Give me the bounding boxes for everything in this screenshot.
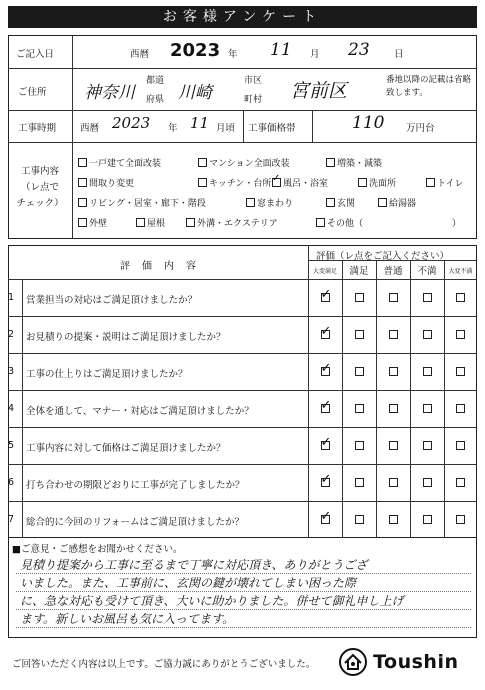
work-option-label: ） bbox=[452, 219, 462, 229]
entry-date-day: 23 bbox=[348, 40, 370, 60]
survey-title: お客様アンケート bbox=[8, 6, 477, 28]
work-option-checkbox[interactable] bbox=[272, 178, 281, 187]
construction-era: 西暦 bbox=[80, 123, 100, 134]
question-text: 全体を通して、マナー・対応はご満足頂けましたか？ bbox=[26, 406, 254, 417]
rating-checkbox[interactable] bbox=[321, 441, 330, 450]
comment-line: に、急な対応も受けて頂き、大いに助かりました。併せて御礼申し上げ bbox=[20, 594, 404, 608]
work-option-checkbox[interactable] bbox=[358, 178, 367, 187]
question-number: 4 bbox=[8, 403, 15, 414]
work-option bbox=[272, 176, 328, 189]
address-prefecture: 神奈川 bbox=[84, 83, 135, 103]
rating-checkbox[interactable] bbox=[321, 330, 330, 339]
work-option bbox=[198, 156, 290, 169]
address-city: 川崎 bbox=[178, 83, 212, 103]
work-option-label: トイレ bbox=[437, 179, 464, 189]
company-name: Toushin bbox=[373, 651, 459, 673]
entry-date-year: 2023 bbox=[170, 40, 221, 61]
work-option-label: 風呂・浴室 bbox=[283, 179, 329, 189]
work-content-label bbox=[14, 164, 66, 212]
work-option bbox=[78, 196, 206, 209]
rating-checkbox[interactable] bbox=[389, 404, 398, 413]
construction-month: 11 bbox=[190, 114, 210, 132]
work-option bbox=[358, 176, 396, 189]
work-option bbox=[452, 216, 461, 229]
rating-scale-label: 大変満足 bbox=[312, 268, 337, 275]
work-content-label-2: （レ点で bbox=[20, 182, 59, 193]
rating-checkbox[interactable] bbox=[423, 293, 432, 302]
city-unit-top: 市区 bbox=[244, 76, 263, 86]
work-option-checkbox[interactable] bbox=[78, 158, 87, 167]
work-option-checkbox[interactable] bbox=[78, 198, 87, 207]
work-option-checkbox[interactable] bbox=[246, 198, 255, 207]
work-option bbox=[78, 176, 134, 189]
question-number: 7 bbox=[8, 514, 15, 525]
rating-checkbox[interactable] bbox=[321, 293, 330, 302]
work-option-checkbox[interactable] bbox=[198, 158, 207, 167]
work-option bbox=[326, 196, 355, 209]
question-number: 1 bbox=[8, 292, 15, 303]
work-option-label: 洗面所 bbox=[369, 179, 397, 189]
rating-checkbox[interactable] bbox=[423, 515, 432, 524]
construction-period-label: 工事時期 bbox=[18, 123, 57, 134]
company-logo bbox=[338, 647, 459, 677]
rating-checkbox[interactable] bbox=[456, 367, 465, 376]
work-option-checkbox[interactable] bbox=[136, 218, 145, 227]
comment-line: いました。また、工事前に、玄関の鍵が壊れてしまい困った際 bbox=[20, 576, 357, 590]
work-option-checkbox[interactable] bbox=[378, 198, 387, 207]
work-option bbox=[316, 216, 363, 229]
footer-text: ご回答いただく内容は以上です。ご協力誠にありがとうございました。 bbox=[12, 659, 316, 670]
question-text: 総合的に今回のリフォームはご満足頂けましたか？ bbox=[26, 517, 245, 528]
question-text: 営業担当の対応はご満足頂けましたか？ bbox=[26, 295, 198, 306]
rating-checkbox[interactable] bbox=[456, 478, 465, 487]
evaluation-table bbox=[8, 245, 477, 538]
address-note: 番地以降の記載は省略致します。 bbox=[386, 75, 472, 98]
question-number: 5 bbox=[8, 440, 15, 451]
work-option bbox=[326, 156, 382, 169]
work-option bbox=[78, 156, 161, 169]
rating-checkbox[interactable] bbox=[423, 478, 432, 487]
work-content-label-3: チェック） bbox=[16, 198, 64, 209]
rating-checkbox[interactable] bbox=[355, 330, 364, 339]
rating-checkbox[interactable] bbox=[389, 330, 398, 339]
work-option bbox=[198, 176, 271, 189]
work-option-label: キッチン・台所 bbox=[209, 179, 272, 189]
construction-year: 2023 bbox=[112, 114, 151, 132]
rating-checkbox[interactable] bbox=[423, 404, 432, 413]
question-number: 6 bbox=[8, 477, 15, 488]
rating-heading: 評価（レ点をご記入ください） bbox=[316, 251, 450, 262]
work-option bbox=[246, 196, 293, 209]
rating-scale-label: 大変不満 bbox=[448, 268, 473, 275]
price-range-label: 工事価格帯 bbox=[248, 123, 296, 134]
comments-heading: ■ご意見・ご感想をお聞かせください。 bbox=[12, 544, 183, 555]
work-option bbox=[78, 216, 107, 229]
work-option-checkbox[interactable] bbox=[326, 198, 335, 207]
rating-checkbox[interactable] bbox=[423, 330, 432, 339]
work-option-checkbox[interactable] bbox=[78, 178, 87, 187]
work-option-checkbox[interactable] bbox=[78, 218, 87, 227]
rating-checkbox[interactable] bbox=[456, 293, 465, 302]
comment-line: ます。新しいお風呂も気に入ってます。 bbox=[20, 612, 235, 626]
rating-checkbox[interactable] bbox=[456, 441, 465, 450]
work-option-label: その他（ bbox=[327, 219, 364, 229]
entry-date-month-unit: 月 bbox=[310, 49, 320, 60]
work-option bbox=[136, 216, 165, 229]
work-option bbox=[378, 196, 416, 209]
work-option-checkbox[interactable] bbox=[186, 218, 195, 227]
pref-unit-top: 都道 bbox=[146, 76, 165, 86]
rating-checkbox[interactable] bbox=[456, 404, 465, 413]
rating-checkbox[interactable] bbox=[355, 515, 364, 524]
work-option-label: 増築・減築 bbox=[337, 159, 383, 169]
work-option-label: 窓まわり bbox=[257, 199, 294, 209]
price-range-unit: 万円台 bbox=[406, 123, 435, 134]
city-unit-bottom: 町村 bbox=[244, 95, 263, 105]
work-option bbox=[426, 176, 464, 189]
question-text: お見積りの提案・説明はご満足頂けましたか？ bbox=[26, 332, 226, 343]
rating-checkbox[interactable] bbox=[389, 367, 398, 376]
entry-date-month: 11 bbox=[270, 40, 292, 60]
work-option-label: 屋根 bbox=[147, 219, 166, 229]
question-text: 打ち合わせの期限どおりに工事が完了しましたか？ bbox=[26, 480, 245, 491]
work-option bbox=[186, 216, 278, 229]
work-option-label: 給湯器 bbox=[389, 199, 417, 209]
rating-checkbox[interactable] bbox=[355, 367, 364, 376]
question-text: 工事の仕上りはご満足頂けましたか？ bbox=[26, 369, 188, 380]
work-option-label: 間取り変更 bbox=[89, 179, 135, 189]
entry-date-day-unit: 日 bbox=[394, 49, 404, 60]
work-option-checkbox[interactable] bbox=[198, 178, 207, 187]
entry-date-year-unit: 年 bbox=[228, 49, 238, 60]
price-range-value: 110 bbox=[352, 113, 385, 133]
work-option-label: リビング・居室・廊下・階段 bbox=[89, 199, 206, 209]
question-text: 工事内容に対して価格はご満足頂けましたか？ bbox=[26, 443, 226, 454]
work-option-label: 一戸建て全面改装 bbox=[89, 159, 162, 169]
rating-checkbox[interactable] bbox=[423, 441, 432, 450]
rating-checkbox[interactable] bbox=[389, 515, 398, 524]
question-number: 3 bbox=[8, 366, 15, 377]
rating-checkbox[interactable] bbox=[423, 367, 432, 376]
entry-date-era: 西暦 bbox=[130, 49, 150, 60]
rating-checkbox[interactable] bbox=[355, 478, 364, 487]
pref-unit-bottom: 府県 bbox=[146, 95, 165, 105]
work-option-label: 外壁 bbox=[89, 219, 108, 229]
rating-scale-label: 不満 bbox=[417, 266, 437, 277]
work-option-checkbox[interactable] bbox=[316, 218, 325, 227]
address-ward: 宮前区 bbox=[290, 80, 348, 102]
rating-checkbox[interactable] bbox=[456, 515, 465, 524]
rating-checkbox[interactable] bbox=[389, 478, 398, 487]
construction-month-unit: 月頃 bbox=[216, 123, 236, 134]
address-label: ご住所 bbox=[18, 87, 47, 98]
work-option-label: 玄関 bbox=[337, 199, 356, 209]
rating-scale-label: 満足 bbox=[349, 266, 369, 277]
rating-checkbox[interactable] bbox=[321, 367, 330, 376]
rating-checkbox[interactable] bbox=[355, 293, 364, 302]
rating-scale-label: 普通 bbox=[383, 266, 403, 277]
house-logo-icon bbox=[338, 647, 368, 677]
rating-checkbox[interactable] bbox=[456, 330, 465, 339]
rating-checkbox[interactable] bbox=[389, 441, 398, 450]
question-number: 2 bbox=[8, 329, 15, 340]
work-option-label: 外溝・エクステリア bbox=[197, 219, 278, 229]
rating-checkbox[interactable] bbox=[321, 515, 330, 524]
entry-date-label: ご記入日 bbox=[16, 49, 55, 60]
comment-line: 見積り提案から工事に至るまで丁寧に対応頂き、ありがとうござ bbox=[20, 558, 368, 572]
rating-checkbox[interactable] bbox=[321, 404, 330, 413]
rating-checkbox[interactable] bbox=[389, 293, 398, 302]
evaluation-heading: 評 価 内 容 bbox=[120, 261, 197, 272]
construction-year-unit: 年 bbox=[168, 123, 178, 134]
rating-checkbox[interactable] bbox=[321, 478, 330, 487]
work-option-checkbox[interactable] bbox=[426, 178, 435, 187]
work-content-label-1: 工事内容 bbox=[20, 166, 59, 177]
rating-checkbox[interactable] bbox=[355, 404, 364, 413]
work-option-label: マンション全面改装 bbox=[209, 159, 290, 169]
work-option-checkbox[interactable] bbox=[326, 158, 335, 167]
rating-checkbox[interactable] bbox=[355, 441, 364, 450]
